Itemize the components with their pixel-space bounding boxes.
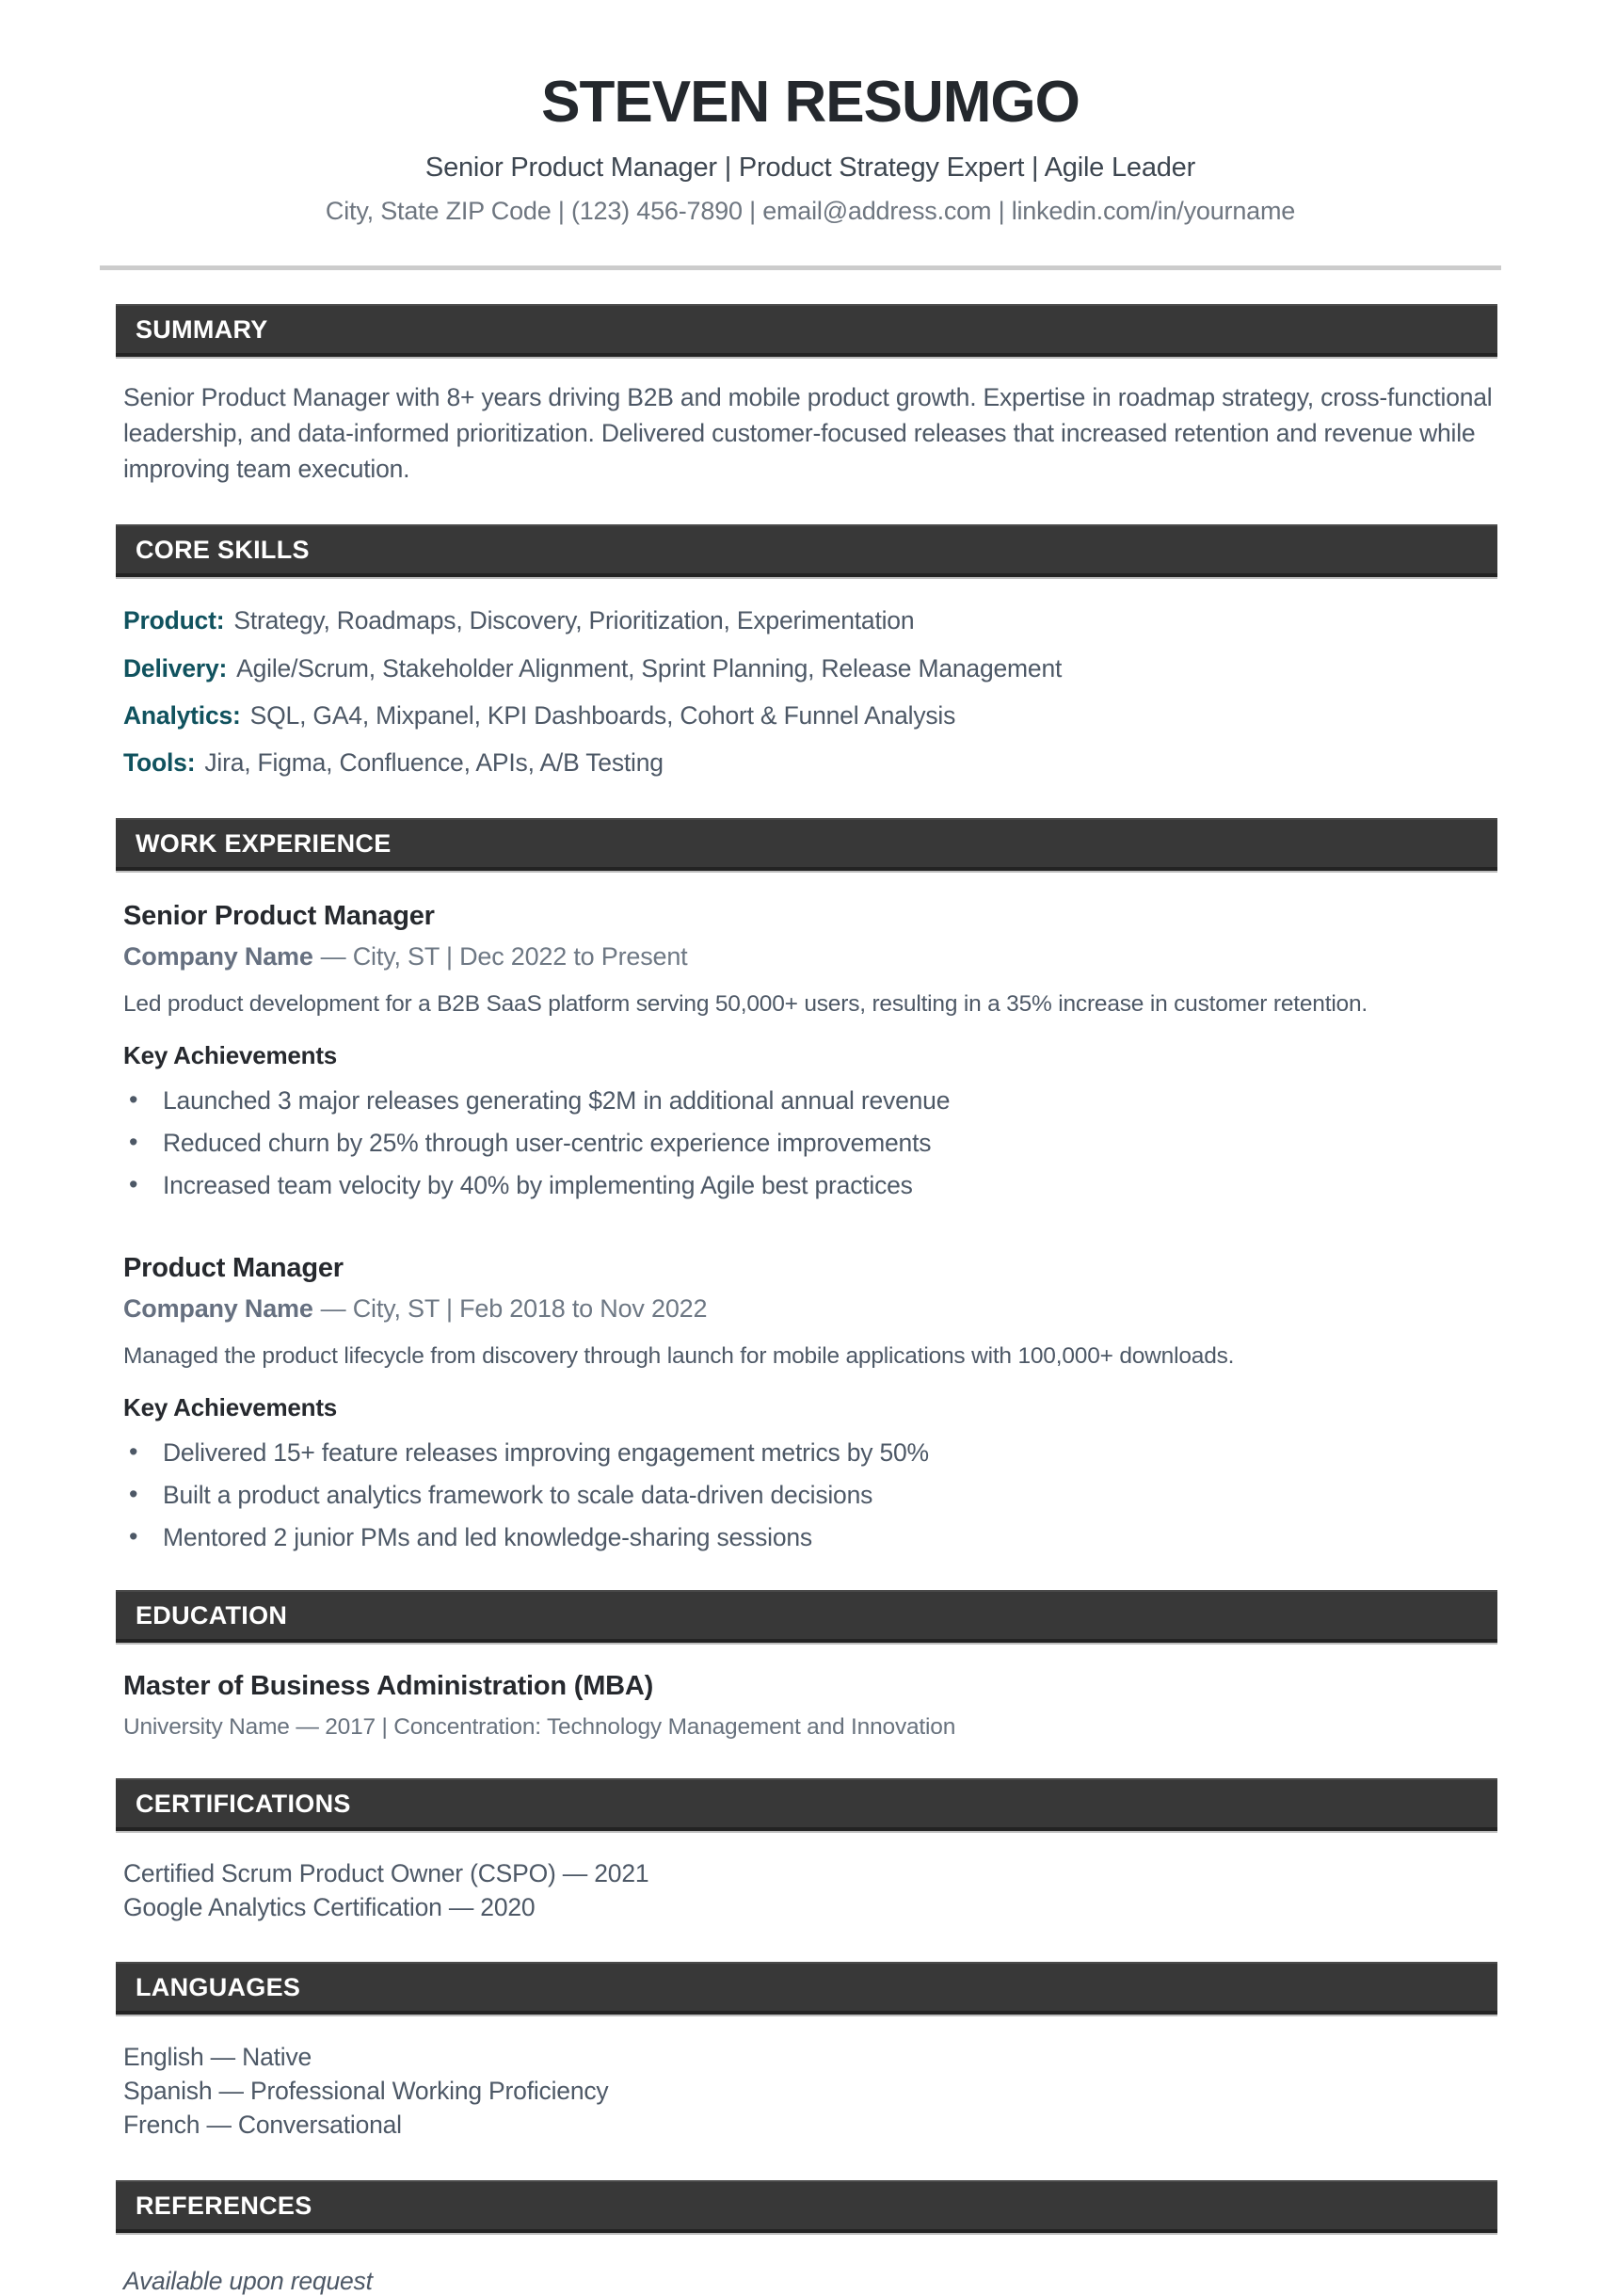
languages-list xyxy=(123,2041,1497,2142)
work-experience-section-header xyxy=(116,818,1497,871)
candidate-title: Senior Product Manager | Product Strategy Expert | Agile Leader xyxy=(424,153,1196,183)
achievements-list xyxy=(123,1438,1497,1552)
achievement-item: • Built a product analytics framework to scale data-driven decisions xyxy=(123,1481,1497,1510)
skill-label: Delivery: xyxy=(123,653,228,682)
education-meta: University Name — 2017 | Concentration: Technology Management and Innovation xyxy=(123,1713,956,1740)
summary-section-header xyxy=(116,304,1497,357)
certification-item: Google Analytics Certification — 2020 xyxy=(123,1892,536,1921)
education-section-title: EDUCATION xyxy=(136,1600,288,1630)
job-entry-product-manager xyxy=(123,1253,1497,1552)
certifications-list xyxy=(123,1857,1497,1925)
skill-text: SQL, GA4, Mixpanel, KPI Dashboards, Cohort & Funnel Analysis xyxy=(249,700,956,730)
company-name: Company Name xyxy=(123,941,313,971)
header-divider xyxy=(100,265,1501,270)
skill-label: Tools: xyxy=(123,747,196,777)
resume-header xyxy=(123,70,1497,226)
achievement-item: • Launched 3 major releases generating $2M in additional annual revenue xyxy=(123,1086,1497,1116)
skill-row-tools xyxy=(123,746,1497,780)
skill-text: Strategy, Roadmaps, Discovery, Prioritization, Experimentation xyxy=(233,606,915,635)
skill-row-product xyxy=(123,603,1497,638)
section-work-experience xyxy=(123,818,1497,1552)
references-section-title: REFERENCES xyxy=(136,2191,312,2220)
language-item: Spanish — Professional Working Proficiency xyxy=(123,2077,609,2106)
language-item: French — Conversational xyxy=(123,2110,402,2139)
job-description: Managed the product lifecycle from discovery through launch for mobile applications with 100,000+ downloads. xyxy=(123,1342,1235,1369)
language-item: English — Native xyxy=(123,2043,312,2072)
section-languages xyxy=(123,1962,1497,2142)
skill-text: Jira, Figma, Confluence, APIs, A/B Testing xyxy=(204,747,664,777)
candidate-name: STEVEN RESUMGO xyxy=(541,70,1080,135)
skill-row-analytics xyxy=(123,698,1497,733)
company-meta: — City, ST | Feb 2018 to Nov 2022 xyxy=(320,1293,708,1323)
languages-section-header xyxy=(116,1962,1497,2015)
achievements-heading: Key Achievements xyxy=(123,1040,338,1069)
core-skills-section-title: CORE SKILLS xyxy=(136,536,310,565)
certifications-section-header xyxy=(116,1778,1497,1831)
section-summary xyxy=(123,304,1497,487)
section-references xyxy=(123,2180,1497,2296)
section-education xyxy=(123,1590,1497,1741)
skills-list xyxy=(123,603,1497,779)
company-line xyxy=(123,942,1497,971)
education-section-header xyxy=(116,1590,1497,1643)
achievement-item: • Delivered 15+ feature releases improving engagement metrics by 50% xyxy=(123,1438,1497,1468)
summary-section-title: SUMMARY xyxy=(136,315,268,344)
section-core-skills xyxy=(123,524,1497,779)
languages-section-title: LANGUAGES xyxy=(136,1973,301,2002)
section-certifications xyxy=(123,1778,1497,1925)
company-line xyxy=(123,1294,1497,1324)
skill-label: Product: xyxy=(123,606,225,635)
company-meta: — City, ST | Dec 2022 to Present xyxy=(320,941,688,971)
references-section-header xyxy=(116,2180,1497,2233)
job-entry-senior-product-manager xyxy=(123,901,1497,1200)
certification-item: Certified Scrum Product Owner (CSPO) — 2021 xyxy=(123,1858,649,1887)
references-text: Available upon request xyxy=(123,2266,373,2295)
core-skills-section-header xyxy=(116,524,1497,577)
skill-label: Analytics: xyxy=(123,700,241,730)
achievement-item: • Mentored 2 junior PMs and led knowledge-sharing sessions xyxy=(123,1523,1497,1552)
summary-text: Senior Product Manager with 8+ years driving B2B and mobile product growth. Expertise in roadmap strategy, cross-functional leadership, and data-informed prioritization. Delivered customer-focused releases that increased retention and revenue while improving team execution. xyxy=(123,383,1493,484)
job-title: Product Manager xyxy=(123,1252,344,1283)
skill-row-delivery xyxy=(123,651,1497,686)
job-description: Led product development for a B2B SaaS platform serving 50,000+ users, resulting in a 35% increase in customer retention. xyxy=(123,990,1368,1017)
skill-text: Agile/Scrum, Stakeholder Alignment, Sprint Planning, Release Management xyxy=(236,653,1063,682)
work-experience-section-title: WORK EXPERIENCE xyxy=(136,828,392,858)
achievements-heading: Key Achievements xyxy=(123,1392,338,1421)
achievement-item: • Reduced churn by 25% through user-centric experience improvements xyxy=(123,1129,1497,1158)
contact-info: City, State ZIP Code | (123) 456-7890 | email@address.com | linkedin.com/in/yourname xyxy=(325,197,1296,225)
achievements-list xyxy=(123,1086,1497,1200)
achievement-item: • Increased team velocity by 40% by implementing Agile best practices xyxy=(123,1171,1497,1200)
certifications-section-title: CERTIFICATIONS xyxy=(136,1789,351,1818)
degree-title: Master of Business Administration (MBA) xyxy=(123,1670,654,1701)
job-title: Senior Product Manager xyxy=(123,900,435,931)
company-name: Company Name xyxy=(123,1293,313,1323)
